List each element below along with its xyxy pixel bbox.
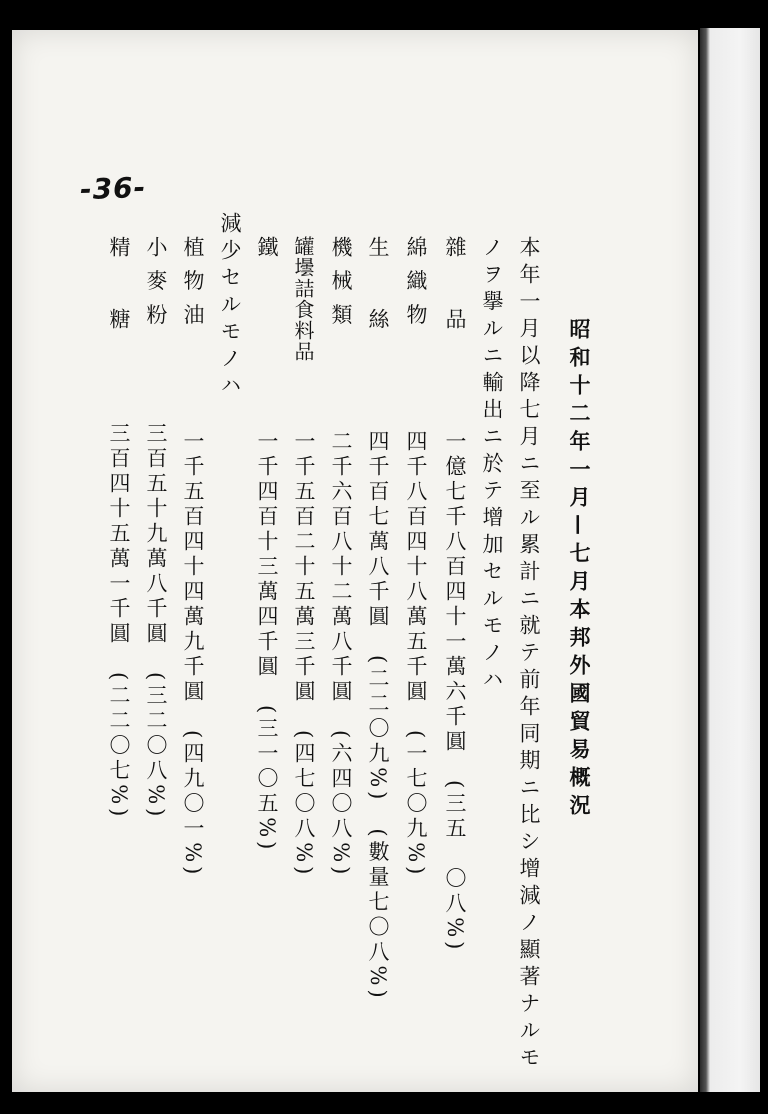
page-number: -36- [79, 170, 147, 207]
page-title: 昭和十二年一月—七月本邦外國貿易概況 [567, 318, 592, 822]
item-value-kikai: 二千六百八十二萬八千圓 (六四〇八%) [329, 430, 353, 879]
item-value-shokubutsuyu: 一千五百四十四萬九千圓 (四九〇一%) [181, 430, 205, 879]
item-value-komugiko: 三百五十九萬八千圓 (三二〇八%) [144, 422, 168, 821]
item-name-komugiko: 小 麥 粉 [144, 236, 168, 328]
item-name-seito: 精 糖 [107, 236, 131, 332]
item-name-kikai: 機 械 類 [329, 236, 353, 328]
item-name-kiito: 生 絲 [366, 236, 390, 332]
item-value-kiito: 四千百七萬八千圓 (二二〇九%) (數量七〇八%) [366, 430, 390, 1002]
item-name-tetsu: 鐵 [255, 236, 279, 260]
page-edge [700, 28, 760, 1092]
intro-line-2: ノヲ擧ルニ輸出ニ於テ增加セルモノハ [480, 236, 504, 695]
item-value-kanbin: 一千五百二十五萬三千圓 (四七〇八%) [292, 430, 316, 879]
item-name-menorimono: 綿 織 物 [404, 236, 428, 328]
intro-line-1: 本年一月以降七月ニ至ル累計ニ就テ前年同期ニ比シ增減ノ顯著ナルモ [517, 236, 541, 1073]
item-value-menorimono: 四千八百四十八萬五千圓 (一七〇九%) [404, 430, 428, 879]
item-value-zappin: 一億七千八百四十一萬六千圓 (三五 〇八%) [443, 430, 467, 954]
decrease-header: 減少セルモノハ [218, 212, 242, 401]
item-name-kanbin: 罐壜詰食料品 [291, 236, 315, 362]
item-value-tetsu: 一千四百十三萬四千圓 (三一〇五%) [255, 430, 279, 854]
item-name-zappin: 雜 品 [443, 236, 467, 332]
item-value-seito: 三百四十五萬一千圓 (二二〇七%) [107, 422, 131, 821]
item-name-shokubutsuyu: 植 物 油 [181, 236, 205, 328]
